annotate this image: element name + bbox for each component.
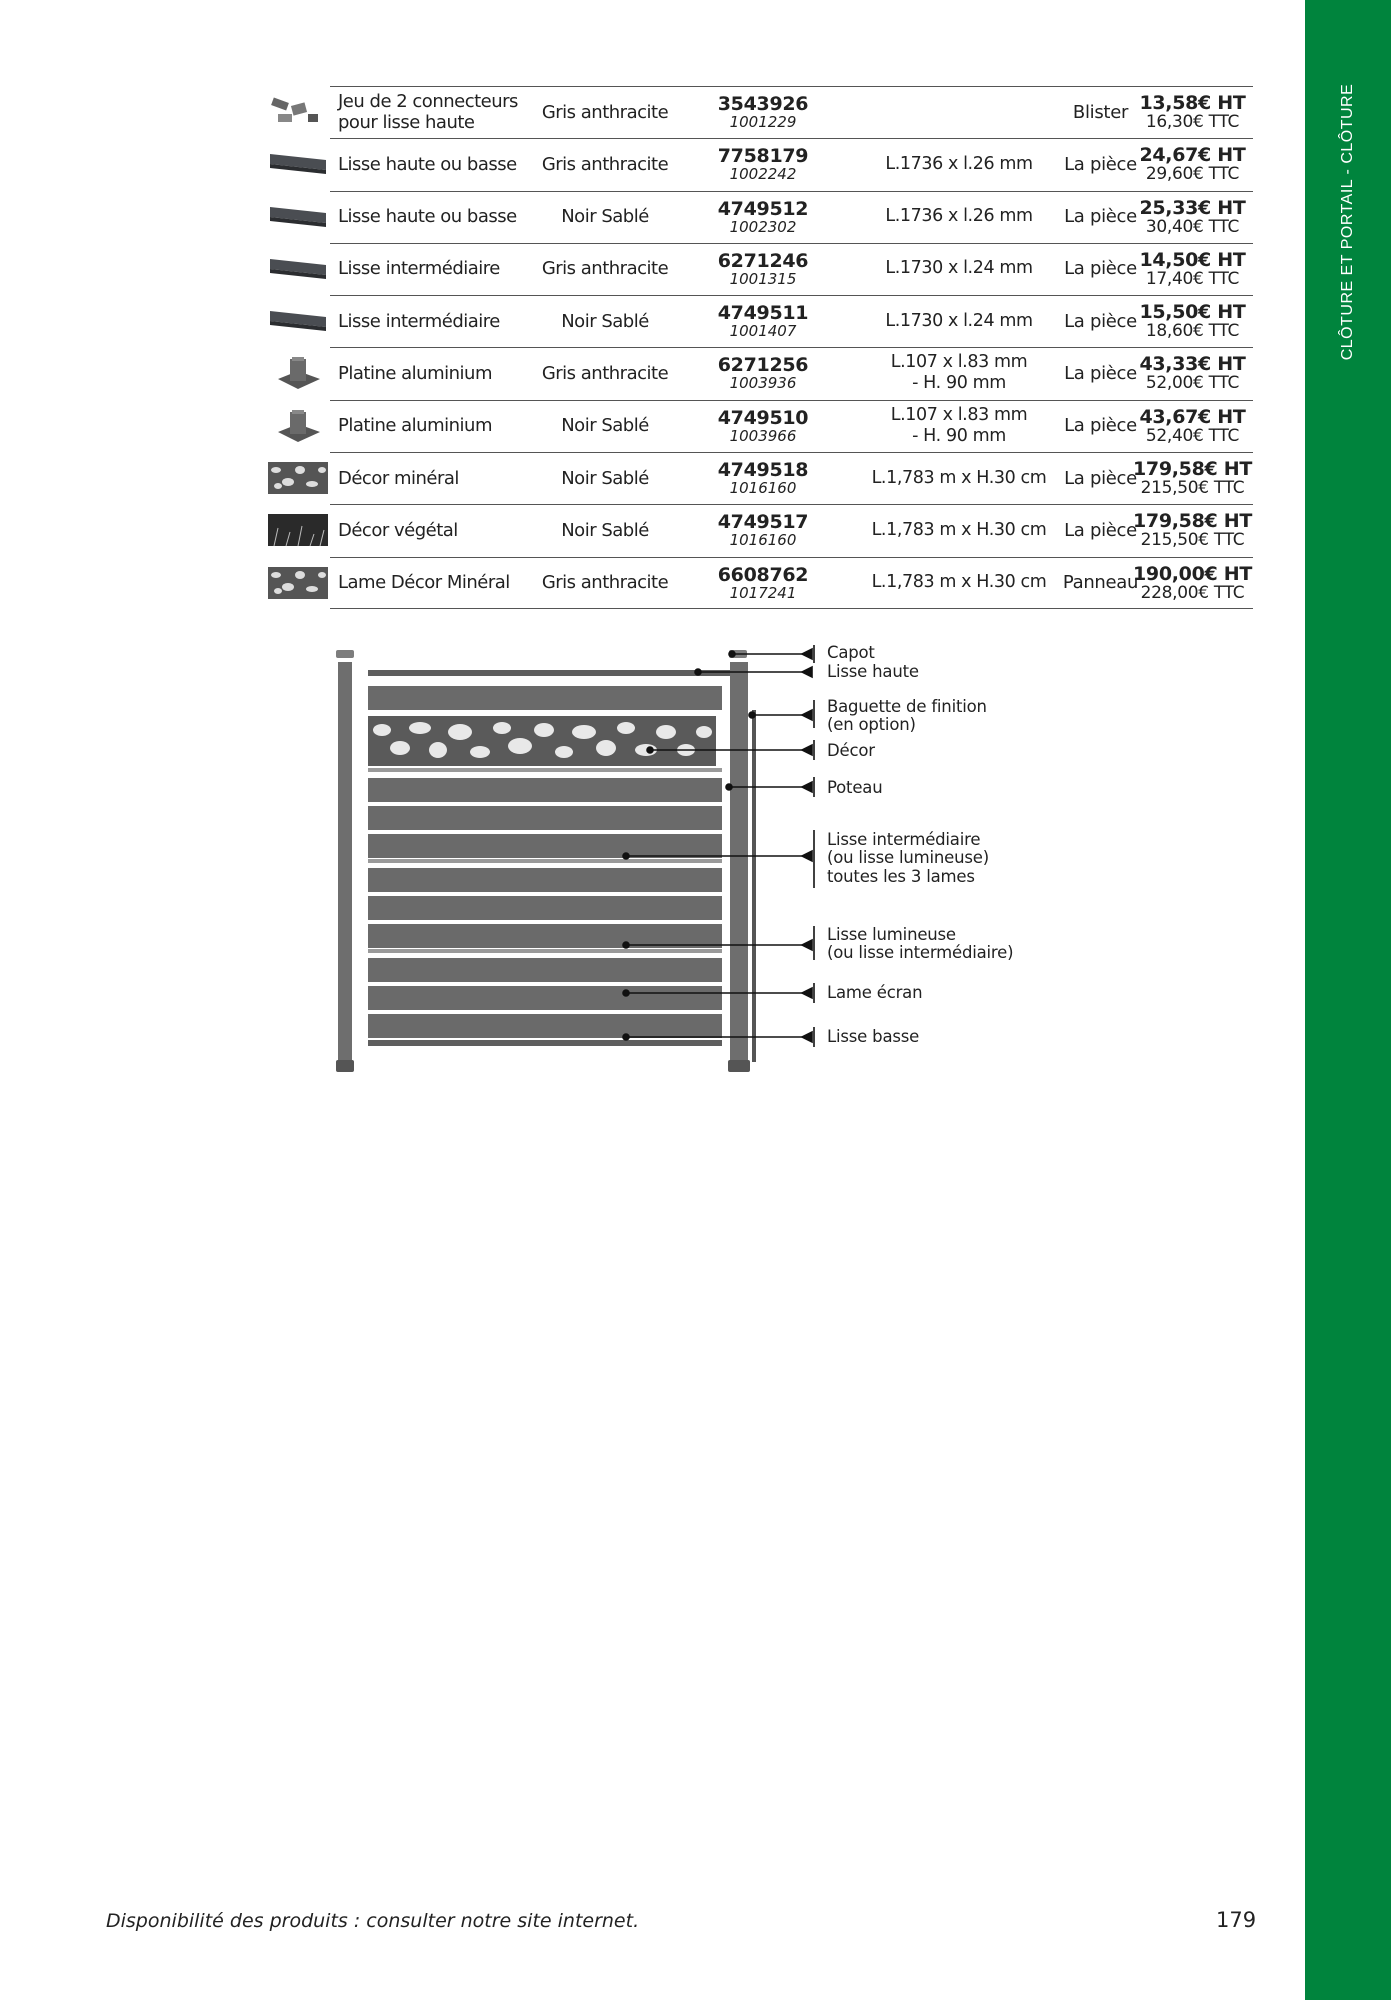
product-ref-code: 1017241 bbox=[729, 583, 797, 602]
availability-note: Disponibilité des produits : consulter notre site internet. bbox=[106, 1910, 640, 1932]
decor-frame-bottom bbox=[368, 768, 722, 772]
product-name: Lame Décor Minéral bbox=[338, 572, 510, 594]
label-poteau: Poteau bbox=[827, 778, 883, 797]
product-reference bbox=[688, 86, 838, 138]
product-ref-code: 1002242 bbox=[729, 165, 797, 184]
price-ht: 14,50€ HT bbox=[1139, 248, 1246, 271]
product-color: Gris anthracite bbox=[541, 362, 669, 384]
screen-slat bbox=[368, 778, 722, 802]
screen-slat bbox=[368, 868, 722, 892]
label-lame-ecran: Lame écran bbox=[827, 983, 923, 1002]
label-lisse-inter-3: toutes les 3 lames bbox=[827, 867, 975, 886]
product-unit: Blister bbox=[1072, 101, 1129, 123]
product-price bbox=[1130, 400, 1255, 452]
label-lisse-lum-2: (ou lisse intermédiaire) bbox=[827, 943, 1014, 962]
product-row bbox=[268, 86, 1253, 138]
price-ttc: 215,50€ TTC bbox=[1140, 530, 1245, 551]
price-ttc: 16,30€ TTC bbox=[1145, 112, 1240, 132]
product-name: Platine aluminium bbox=[338, 362, 492, 384]
light-rail bbox=[368, 949, 722, 953]
screen-slat bbox=[368, 986, 722, 1010]
post-foot-left bbox=[336, 1060, 354, 1072]
product-row bbox=[268, 452, 1253, 504]
product-price bbox=[1130, 191, 1255, 243]
product-ref-code: 1003936 bbox=[729, 374, 797, 393]
post-right bbox=[730, 662, 748, 1062]
label-lisse-haute: Lisse haute bbox=[827, 662, 919, 681]
product-reference bbox=[688, 191, 838, 243]
bottom-rail bbox=[368, 1040, 722, 1046]
product-name: Lisse intermédiaire bbox=[338, 310, 500, 332]
price-ht: 179,58€ HT bbox=[1132, 510, 1253, 533]
product-name: Lisse haute ou basse bbox=[338, 153, 517, 175]
price-ttc: 17,40€ TTC bbox=[1145, 268, 1240, 289]
product-ref-code: 1016160 bbox=[729, 531, 797, 550]
price-ht: 43,33€ HT bbox=[1139, 353, 1246, 376]
product-reference bbox=[688, 243, 838, 295]
price-ttc: 52,40€ TTC bbox=[1145, 425, 1240, 446]
product-reference bbox=[688, 347, 838, 399]
product-price bbox=[1130, 295, 1255, 347]
screen-slat bbox=[368, 958, 722, 982]
price-ht: 190,00€ HT bbox=[1132, 562, 1253, 585]
product-name: Jeu de 2 connecteurs pour lisse haute bbox=[338, 91, 518, 133]
page-number: 179 bbox=[1216, 1908, 1257, 1932]
plant-decor-icon bbox=[268, 510, 328, 550]
product-ref-code: 1001407 bbox=[729, 322, 797, 341]
product-ref-code: 1003966 bbox=[729, 426, 797, 445]
product-ref-number: 4749511 bbox=[717, 302, 809, 325]
fence-diagram bbox=[320, 640, 1040, 1090]
mineral-decor-icon bbox=[268, 563, 328, 603]
product-reference bbox=[688, 138, 838, 190]
intermediate-rail bbox=[368, 859, 722, 863]
product-dimensions: L.107 x l.83 mm - H. 90 mm bbox=[890, 404, 1028, 446]
product-unit: La pièce bbox=[1064, 467, 1137, 489]
screen-slat bbox=[368, 686, 722, 710]
product-dimensions: L.1,783 m x H.30 cm bbox=[871, 572, 1047, 593]
product-row bbox=[268, 347, 1253, 399]
product-ref-code: 1001315 bbox=[729, 269, 797, 288]
product-price bbox=[1130, 504, 1255, 556]
product-ref-number: 4749517 bbox=[717, 511, 809, 534]
product-row bbox=[268, 557, 1253, 609]
product-dimensions: L.1,783 m x H.30 cm bbox=[871, 519, 1047, 540]
product-unit: Panneau bbox=[1062, 572, 1139, 594]
screen-slat bbox=[368, 1014, 722, 1038]
product-color: Gris anthracite bbox=[541, 153, 669, 175]
post-cap-left bbox=[336, 650, 354, 658]
section-side-band bbox=[1305, 0, 1391, 2000]
price-ht: 179,58€ HT bbox=[1132, 458, 1253, 481]
product-dimensions: L.1736 x l.26 mm bbox=[885, 206, 1033, 227]
product-dimensions: L.1,783 m x H.30 cm bbox=[871, 467, 1047, 488]
product-dimensions: L.1730 x l.24 mm bbox=[885, 310, 1033, 331]
price-ht: 15,50€ HT bbox=[1139, 301, 1246, 324]
product-color: Noir Sablé bbox=[561, 310, 649, 332]
product-ref-code: 1001229 bbox=[729, 113, 797, 131]
product-ref-number: 6608762 bbox=[717, 563, 809, 586]
product-color: Noir Sablé bbox=[561, 415, 649, 437]
product-price bbox=[1130, 557, 1255, 609]
base-plate-icon bbox=[268, 353, 328, 393]
product-price bbox=[1130, 347, 1255, 399]
label-baguette-2: (en option) bbox=[827, 715, 916, 734]
product-row bbox=[268, 295, 1253, 347]
product-unit: La pièce bbox=[1064, 153, 1137, 175]
product-name: Platine aluminium bbox=[338, 415, 492, 437]
product-unit: La pièce bbox=[1064, 206, 1137, 228]
price-ttc: 29,60€ TTC bbox=[1145, 164, 1240, 185]
product-ref-number: 4749518 bbox=[717, 459, 809, 482]
product-dimensions: L.107 x l.83 mm - H. 90 mm bbox=[890, 352, 1028, 394]
label-lisse-inter-2: (ou lisse lumineuse) bbox=[827, 848, 989, 867]
product-color: Noir Sablé bbox=[561, 467, 649, 489]
price-ht: 43,67€ HT bbox=[1139, 405, 1246, 428]
product-row bbox=[268, 504, 1253, 556]
product-ref-number: 6271246 bbox=[717, 249, 809, 272]
top-rail bbox=[368, 670, 730, 676]
product-price bbox=[1130, 138, 1255, 190]
rail-icon bbox=[268, 301, 328, 341]
product-name: Lisse intermédiaire bbox=[338, 258, 500, 280]
price-ttc: 18,60€ TTC bbox=[1145, 321, 1240, 342]
price-ht: 25,33€ HT bbox=[1139, 196, 1246, 219]
finishing-strip bbox=[752, 710, 756, 1062]
product-ref-number: 6271256 bbox=[717, 354, 809, 377]
product-table bbox=[268, 86, 1253, 609]
product-ref-code: 1002302 bbox=[729, 217, 797, 236]
base-plate-icon bbox=[268, 406, 328, 446]
rail-icon bbox=[268, 249, 328, 289]
product-row bbox=[268, 400, 1253, 452]
product-dimensions: L.1730 x l.24 mm bbox=[885, 258, 1033, 279]
product-color: Gris anthracite bbox=[541, 101, 669, 123]
product-ref-number: 7758179 bbox=[717, 145, 809, 168]
label-lisse-inter-1: Lisse intermédiaire bbox=[827, 830, 981, 849]
product-color: Gris anthracite bbox=[541, 258, 669, 280]
product-reference bbox=[688, 504, 838, 556]
product-ref-number: 3543926 bbox=[717, 93, 809, 115]
product-row bbox=[268, 191, 1253, 243]
product-row bbox=[268, 138, 1253, 190]
product-row bbox=[268, 243, 1253, 295]
product-dimensions: L.1736 x l.26 mm bbox=[885, 153, 1033, 174]
product-unit: La pièce bbox=[1064, 258, 1137, 280]
product-reference bbox=[688, 400, 838, 452]
rail-icon bbox=[268, 197, 328, 237]
product-unit: La pièce bbox=[1064, 310, 1137, 332]
product-name: Lisse haute ou basse bbox=[338, 206, 517, 228]
price-ttc: 52,00€ TTC bbox=[1145, 373, 1240, 394]
product-reference bbox=[688, 557, 838, 609]
product-unit: La pièce bbox=[1064, 362, 1137, 384]
price-ht: 24,67€ HT bbox=[1139, 144, 1246, 167]
post-left bbox=[338, 662, 352, 1062]
product-price bbox=[1130, 452, 1255, 504]
product-ref-number: 4749512 bbox=[717, 197, 809, 220]
price-ht: 13,58€ HT bbox=[1139, 92, 1246, 114]
mineral-decor-icon bbox=[268, 458, 328, 498]
connectors-icon bbox=[268, 92, 328, 132]
product-name: Décor végétal bbox=[338, 519, 458, 541]
product-ref-number: 4749510 bbox=[717, 406, 809, 429]
product-price bbox=[1130, 86, 1255, 138]
screen-slat bbox=[368, 806, 722, 830]
label-lisse-lum-1: Lisse lumineuse bbox=[827, 925, 956, 944]
product-ref-code: 1016160 bbox=[729, 479, 797, 498]
label-baguette-1: Baguette de finition bbox=[827, 697, 987, 716]
label-capot: Capot bbox=[827, 643, 875, 662]
label-decor: Décor bbox=[827, 741, 875, 760]
product-color: Gris anthracite bbox=[541, 572, 669, 594]
product-unit: La pièce bbox=[1064, 519, 1137, 541]
product-color: Noir Sablé bbox=[561, 519, 649, 541]
price-ttc: 215,50€ TTC bbox=[1140, 478, 1245, 499]
product-name: Décor minéral bbox=[338, 467, 459, 489]
product-color: Noir Sablé bbox=[561, 206, 649, 228]
product-reference bbox=[688, 295, 838, 347]
post-foot-right bbox=[728, 1060, 750, 1072]
product-unit: La pièce bbox=[1064, 415, 1137, 437]
screen-slat bbox=[368, 896, 722, 920]
screen-slat bbox=[368, 834, 722, 858]
price-ttc: 228,00€ TTC bbox=[1140, 582, 1245, 603]
section-title: CLÔTURE ET PORTAIL - CLÔTURE bbox=[1339, 83, 1356, 361]
product-reference bbox=[688, 452, 838, 504]
label-lisse-basse: Lisse basse bbox=[827, 1027, 920, 1046]
price-ttc: 30,40€ TTC bbox=[1145, 216, 1240, 237]
rail-icon bbox=[268, 144, 328, 184]
product-price bbox=[1130, 243, 1255, 295]
